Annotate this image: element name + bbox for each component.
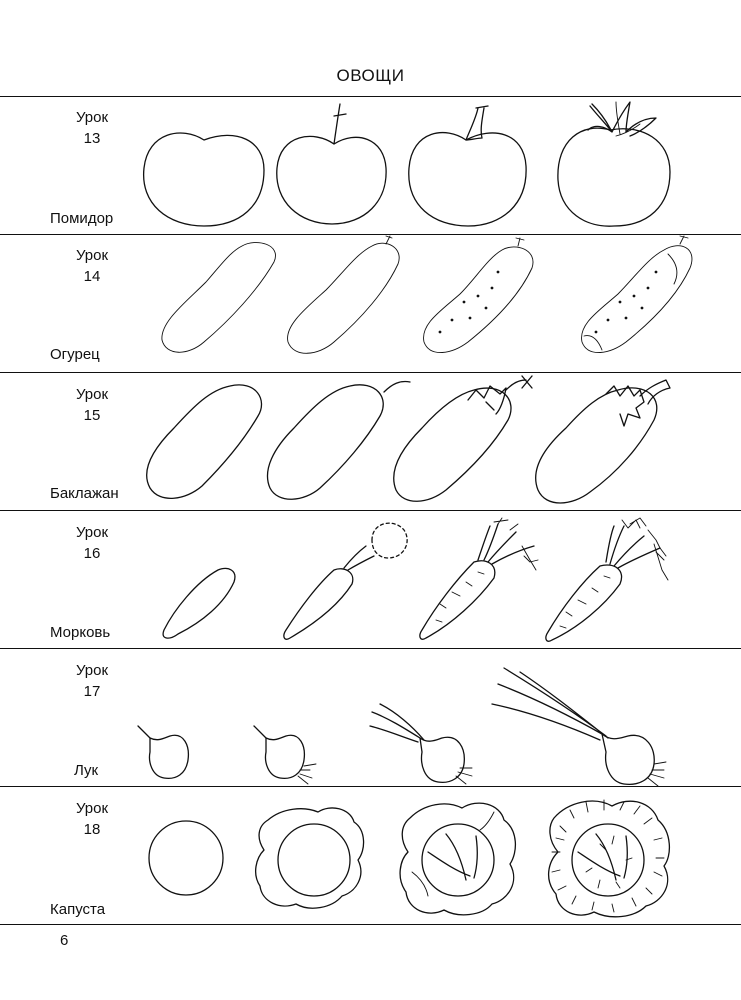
lesson-number: 13 xyxy=(83,130,101,147)
onion-step-1-icon xyxy=(138,726,188,778)
eggplant-step-3-icon xyxy=(394,376,532,501)
page-number: 6 xyxy=(60,932,69,949)
eggplant-step-4-icon xyxy=(536,380,670,503)
lesson-label: Урок xyxy=(75,109,109,126)
onion-step-2-icon xyxy=(254,726,316,784)
lesson-number: 18 xyxy=(83,821,101,838)
vegetable-name-tomato: Помидор xyxy=(50,210,114,227)
tomato-step-4-icon xyxy=(558,102,670,226)
cucumber-step-2-icon xyxy=(288,236,400,353)
lesson-label: Урок xyxy=(75,247,109,264)
carrot-step-4-icon xyxy=(546,518,668,641)
lesson-number: 14 xyxy=(83,268,101,285)
vegetable-name-onion: Лук xyxy=(74,762,99,779)
tomato-step-1-icon xyxy=(144,133,264,226)
lesson-number: 15 xyxy=(83,407,101,424)
lesson-label: Урок xyxy=(75,524,109,541)
page-title: ОВОЩИ xyxy=(336,66,405,85)
cucumber-step-3-icon xyxy=(424,238,533,353)
carrot-step-2-icon xyxy=(284,523,407,639)
cabbage-step-4-icon xyxy=(549,800,670,917)
vegetable-name-cucumber: Огурец xyxy=(50,346,100,363)
cabbage-step-3-icon xyxy=(400,803,515,915)
vegetable-name-cabbage: Капуста xyxy=(50,901,106,918)
lesson-label: Урок xyxy=(75,800,109,817)
carrot-step-1-icon xyxy=(163,569,235,639)
cucumber-step-1-icon xyxy=(162,243,276,353)
onion-step-3-icon xyxy=(370,704,472,784)
carrot-step-3-icon xyxy=(420,518,538,639)
tomato-step-3-icon xyxy=(409,106,526,226)
eggplant-step-1-icon xyxy=(147,385,262,498)
cucumber-step-4-icon xyxy=(582,236,692,353)
eggplant-step-2-icon xyxy=(267,381,410,499)
vegetable-name-carrot: Морковь xyxy=(50,624,111,641)
cabbage-step-1-icon xyxy=(149,821,223,895)
onion-step-4-icon xyxy=(492,668,666,786)
lesson-label: Урок xyxy=(75,662,109,679)
cabbage-step-2-icon xyxy=(256,808,364,908)
tomato-step-2-icon xyxy=(277,104,386,224)
lesson-label: Урок xyxy=(75,386,109,403)
lesson-number: 17 xyxy=(83,683,101,700)
vegetable-name-eggplant: Баклажан xyxy=(50,485,119,502)
lesson-number: 16 xyxy=(83,545,101,562)
